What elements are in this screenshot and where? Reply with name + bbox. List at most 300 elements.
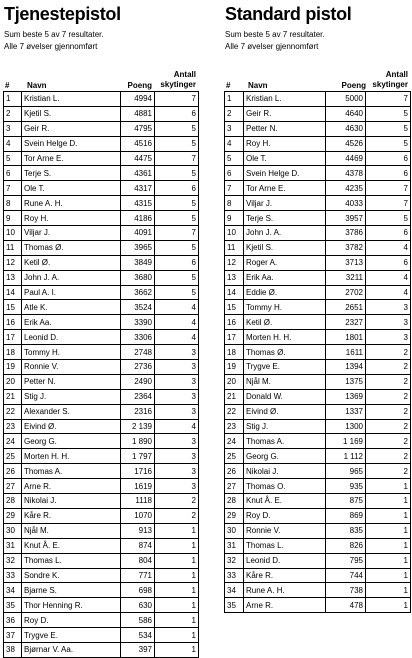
- table-row: [4, 270, 199, 285]
- table-row: [4, 211, 199, 226]
- points-cell: 4469: [326, 151, 366, 166]
- table-row: [4, 196, 199, 211]
- name-cell: Ketil Ø.: [244, 315, 326, 330]
- name-cell: Kristian L.: [22, 92, 121, 107]
- points-cell: 3957: [326, 211, 366, 226]
- count-cell: 7: [366, 92, 411, 107]
- name-cell: Atle K.: [22, 300, 121, 315]
- count-cell: 4: [366, 240, 411, 255]
- count-cell: 3: [155, 404, 199, 419]
- rank-cell: 15: [4, 300, 22, 315]
- count-cell: 6: [366, 255, 411, 270]
- points-cell: 534: [121, 628, 155, 643]
- points-cell: 1337: [326, 404, 366, 419]
- table-row: [4, 449, 199, 464]
- rank-cell: 31: [4, 538, 22, 553]
- count-cell: 6: [155, 181, 199, 196]
- table-row: [225, 92, 411, 107]
- name-cell: Ole T.: [244, 151, 326, 166]
- rank-cell: 34: [225, 583, 244, 598]
- points-cell: 913: [121, 523, 155, 538]
- results-table-body: [225, 92, 411, 613]
- name-cell: Ronnie V.: [244, 523, 326, 538]
- name-cell: Leonid D.: [244, 553, 326, 568]
- name-cell: Kjetil S.: [22, 106, 121, 121]
- table-row: [225, 330, 411, 345]
- name-cell: Nikolai J.: [244, 464, 326, 479]
- count-cell: 5: [366, 136, 411, 151]
- table-row: [225, 568, 411, 583]
- points-cell: 4475: [121, 151, 155, 166]
- rank-cell: 12: [225, 255, 244, 270]
- table-row: [225, 419, 411, 434]
- points-cell: 3849: [121, 255, 155, 270]
- rank-cell: 13: [4, 270, 22, 285]
- count-cell: 5: [155, 196, 199, 211]
- count-cell: 6: [366, 166, 411, 181]
- table-row: [4, 255, 199, 270]
- points-cell: 2 139: [121, 419, 155, 434]
- points-cell: 875: [326, 494, 366, 509]
- points-cell: 1801: [326, 330, 366, 345]
- points-cell: 2651: [326, 300, 366, 315]
- name-cell: Nikolai J.: [22, 494, 121, 509]
- table-row: [225, 106, 411, 121]
- points-cell: 4091: [121, 226, 155, 241]
- points-cell: 2490: [121, 374, 155, 389]
- count-cell: 1: [366, 494, 411, 509]
- points-cell: 1 890: [121, 434, 155, 449]
- name-cell: Erik Aa.: [22, 315, 121, 330]
- rank-cell: 7: [4, 181, 22, 196]
- count-cell: 7: [366, 181, 411, 196]
- table-row: [4, 330, 199, 345]
- count-cell: 1: [366, 523, 411, 538]
- rank-cell: 21: [4, 389, 22, 404]
- name-cell: Viljar J.: [22, 226, 121, 241]
- count-cell: 1: [155, 628, 199, 643]
- rank-cell: 29: [225, 508, 244, 523]
- rank-cell: 26: [4, 464, 22, 479]
- count-cell: 2: [366, 360, 411, 375]
- count-cell: 1: [155, 568, 199, 583]
- points-cell: 4630: [326, 121, 366, 136]
- count-cell: 3: [155, 479, 199, 494]
- header-name: Navn: [248, 81, 268, 90]
- header-count-line2: skytinger: [160, 80, 196, 89]
- count-cell: 1: [366, 538, 411, 553]
- rank-cell: 28: [4, 494, 22, 509]
- count-cell: 2: [366, 374, 411, 389]
- rank-cell: 35: [225, 598, 244, 613]
- table-row: [4, 226, 199, 241]
- points-cell: 874: [121, 538, 155, 553]
- service-pistol-panel: [3, 0, 198, 658]
- standard-pistol-panel: [224, 0, 410, 613]
- name-cell: Paul A. I.: [22, 285, 121, 300]
- name-cell: Petter N.: [22, 374, 121, 389]
- name-cell: Trygve E.: [22, 628, 121, 643]
- points-cell: 4186: [121, 211, 155, 226]
- rank-cell: 19: [225, 360, 244, 375]
- header-count: [160, 70, 196, 90]
- name-cell: Arne R.: [244, 598, 326, 613]
- table-row: [225, 583, 411, 598]
- rank-cell: 10: [225, 226, 244, 241]
- points-cell: 744: [326, 568, 366, 583]
- name-cell: Morten H. H.: [22, 449, 121, 464]
- points-cell: 1611: [326, 345, 366, 360]
- header-count: [372, 70, 408, 90]
- name-cell: Terje S.: [22, 166, 121, 181]
- points-cell: 4526: [326, 136, 366, 151]
- table-row: [4, 613, 199, 628]
- rank-cell: 34: [4, 583, 22, 598]
- results-table: [224, 91, 411, 613]
- table-row: [4, 583, 199, 598]
- count-cell: 7: [155, 151, 199, 166]
- count-cell: 5: [366, 211, 411, 226]
- count-cell: 1: [366, 583, 411, 598]
- rank-cell: 10: [4, 226, 22, 241]
- points-cell: 4378: [326, 166, 366, 181]
- table-row: [225, 553, 411, 568]
- count-cell: 3: [155, 360, 199, 375]
- rank-cell: 13: [225, 270, 244, 285]
- points-cell: 3786: [326, 226, 366, 241]
- count-cell: 1: [366, 568, 411, 583]
- points-cell: 3662: [121, 285, 155, 300]
- table-row: [4, 92, 199, 107]
- points-cell: 4795: [121, 121, 155, 136]
- name-cell: Rune A. H.: [22, 196, 121, 211]
- count-cell: 4: [366, 270, 411, 285]
- count-cell: 3: [155, 434, 199, 449]
- points-cell: 869: [326, 508, 366, 523]
- count-cell: 5: [366, 121, 411, 136]
- points-cell: 3390: [121, 315, 155, 330]
- rank-cell: 5: [4, 151, 22, 166]
- header-count-line1: Antall: [173, 70, 196, 79]
- table-row: [4, 240, 199, 255]
- rank-cell: 4: [225, 136, 244, 151]
- header-count-line1: Antall: [385, 70, 408, 79]
- points-cell: 3965: [121, 240, 155, 255]
- count-cell: 3: [155, 464, 199, 479]
- points-cell: 1619: [121, 479, 155, 494]
- name-cell: Stig J.: [244, 419, 326, 434]
- table-row: [4, 285, 199, 300]
- name-cell: Ole T.: [22, 181, 121, 196]
- name-cell: Tor Arne E.: [22, 151, 121, 166]
- rank-cell: 4: [4, 136, 22, 151]
- name-cell: Stig J.: [22, 389, 121, 404]
- rank-cell: 28: [225, 494, 244, 509]
- rank-cell: 15: [225, 300, 244, 315]
- rank-cell: 27: [225, 479, 244, 494]
- points-cell: 3211: [326, 270, 366, 285]
- name-cell: Svein Helge D.: [22, 136, 121, 151]
- rank-cell: 5: [225, 151, 244, 166]
- points-cell: 586: [121, 613, 155, 628]
- count-cell: 1: [155, 613, 199, 628]
- name-cell: Njål M.: [244, 374, 326, 389]
- rank-cell: 11: [225, 240, 244, 255]
- points-cell: 1118: [121, 494, 155, 509]
- name-cell: Terje S.: [244, 211, 326, 226]
- table-row: [225, 389, 411, 404]
- name-cell: Thor Henning R.: [22, 598, 121, 613]
- table-row: [225, 374, 411, 389]
- header-name: Navn: [27, 81, 47, 90]
- rank-cell: 27: [4, 479, 22, 494]
- name-cell: Thomas Ø.: [244, 345, 326, 360]
- rank-cell: 26: [225, 464, 244, 479]
- points-cell: 2327: [326, 315, 366, 330]
- table-row: [4, 136, 199, 151]
- name-cell: Bjarne S.: [22, 583, 121, 598]
- name-cell: Roy H.: [22, 211, 121, 226]
- name-cell: Thomas O.: [244, 479, 326, 494]
- count-cell: 3: [366, 315, 411, 330]
- rank-cell: 38: [4, 642, 22, 657]
- count-cell: 2: [155, 508, 199, 523]
- count-cell: 5: [155, 136, 199, 151]
- table-row: [225, 345, 411, 360]
- points-cell: 771: [121, 568, 155, 583]
- count-cell: 2: [366, 404, 411, 419]
- name-cell: Roy D.: [22, 613, 121, 628]
- name-cell: Thomas L.: [244, 538, 326, 553]
- points-cell: 3713: [326, 255, 366, 270]
- points-cell: 4361: [121, 166, 155, 181]
- rank-cell: 20: [225, 374, 244, 389]
- table-row: [4, 523, 199, 538]
- table-row: [225, 211, 411, 226]
- table-row: [4, 389, 199, 404]
- name-cell: Alexander S.: [22, 404, 121, 419]
- rank-cell: 2: [225, 106, 244, 121]
- table-row: [4, 151, 199, 166]
- count-cell: 1: [366, 553, 411, 568]
- count-cell: 2: [366, 449, 411, 464]
- table-row: [225, 226, 411, 241]
- name-cell: Kåre R.: [244, 568, 326, 583]
- name-cell: Sondre K.: [22, 568, 121, 583]
- points-cell: 1394: [326, 360, 366, 375]
- rank-cell: 25: [225, 449, 244, 464]
- points-cell: 4516: [121, 136, 155, 151]
- column-headers: [3, 60, 198, 91]
- rank-cell: 17: [225, 330, 244, 345]
- points-cell: 3524: [121, 300, 155, 315]
- name-cell: Thomas L.: [22, 553, 121, 568]
- name-cell: Roy H.: [244, 136, 326, 151]
- table-row: [225, 136, 411, 151]
- rank-cell: 16: [4, 315, 22, 330]
- rank-cell: 6: [4, 166, 22, 181]
- count-cell: 5: [155, 240, 199, 255]
- name-cell: Eddie Ø.: [244, 285, 326, 300]
- table-row: [225, 240, 411, 255]
- table-row: [225, 196, 411, 211]
- points-cell: 4881: [121, 106, 155, 121]
- points-cell: 1375: [326, 374, 366, 389]
- count-cell: 7: [155, 92, 199, 107]
- count-cell: 5: [155, 285, 199, 300]
- table-row: [4, 360, 199, 375]
- points-cell: 826: [326, 538, 366, 553]
- table-row: [4, 181, 199, 196]
- name-cell: Trygve E.: [244, 360, 326, 375]
- rank-cell: 18: [225, 345, 244, 360]
- rank-cell: 9: [4, 211, 22, 226]
- points-cell: 4640: [326, 106, 366, 121]
- count-cell: 5: [155, 121, 199, 136]
- points-cell: 4235: [326, 181, 366, 196]
- count-cell: 2: [155, 494, 199, 509]
- name-cell: Eivind Ø.: [22, 419, 121, 434]
- rank-cell: 33: [225, 568, 244, 583]
- table-row: [225, 464, 411, 479]
- table-row: [225, 538, 411, 553]
- subtitle-rule: Sum beste 5 av 7 resultater.: [4, 30, 104, 39]
- table-row: [4, 419, 199, 434]
- table-row: [225, 270, 411, 285]
- rank-cell: 8: [225, 196, 244, 211]
- points-cell: 3680: [121, 270, 155, 285]
- subtitle-requirement: Alle 7 øvelser gjennomført: [4, 42, 98, 51]
- points-cell: 1716: [121, 464, 155, 479]
- rank-cell: 21: [225, 389, 244, 404]
- points-cell: 1070: [121, 508, 155, 523]
- table-row: [225, 166, 411, 181]
- count-cell: 1: [155, 553, 199, 568]
- points-cell: 3306: [121, 330, 155, 345]
- header-number: #: [5, 81, 10, 90]
- name-cell: Thomas A.: [244, 434, 326, 449]
- name-cell: Geir R.: [22, 121, 121, 136]
- count-cell: 4: [155, 419, 199, 434]
- table-row: [225, 181, 411, 196]
- points-cell: 1 112: [326, 449, 366, 464]
- name-cell: Thomas A.: [22, 464, 121, 479]
- rank-cell: 24: [4, 434, 22, 449]
- count-cell: 1: [155, 538, 199, 553]
- name-cell: Eivind Ø.: [244, 404, 326, 419]
- points-cell: 804: [121, 553, 155, 568]
- count-cell: 1: [155, 523, 199, 538]
- rank-cell: 23: [4, 419, 22, 434]
- points-cell: 4994: [121, 92, 155, 107]
- table-row: [4, 315, 199, 330]
- count-cell: 3: [155, 345, 199, 360]
- table-row: [4, 538, 199, 553]
- count-cell: 3: [366, 300, 411, 315]
- table-row: [4, 374, 199, 389]
- name-cell: Svein Helge D.: [244, 166, 326, 181]
- name-cell: Georg G.: [244, 449, 326, 464]
- header-points: Poeng: [341, 81, 366, 90]
- table-row: [4, 121, 199, 136]
- rank-cell: 3: [225, 121, 244, 136]
- table-row: [225, 121, 411, 136]
- rank-cell: 6: [225, 166, 244, 181]
- points-cell: 1369: [326, 389, 366, 404]
- rank-cell: 3: [4, 121, 22, 136]
- rank-cell: 9: [225, 211, 244, 226]
- table-row: [225, 404, 411, 419]
- table-row: [4, 598, 199, 613]
- name-cell: Kjetil S.: [244, 240, 326, 255]
- name-cell: Thomas Ø.: [22, 240, 121, 255]
- count-cell: 4: [155, 330, 199, 345]
- table-row: [4, 464, 199, 479]
- count-cell: 1: [155, 583, 199, 598]
- results-table: [3, 91, 199, 658]
- name-cell: Knut Å. E.: [244, 494, 326, 509]
- table-row: [4, 494, 199, 509]
- count-cell: 4: [366, 285, 411, 300]
- name-cell: Georg G.: [22, 434, 121, 449]
- points-cell: 935: [326, 479, 366, 494]
- points-cell: 4317: [121, 181, 155, 196]
- count-cell: 1: [366, 479, 411, 494]
- header-count-line2: skytinger: [372, 80, 408, 89]
- rank-cell: 11: [4, 240, 22, 255]
- name-cell: Petter N.: [244, 121, 326, 136]
- count-cell: 3: [155, 449, 199, 464]
- count-cell: 5: [366, 106, 411, 121]
- points-cell: 698: [121, 583, 155, 598]
- name-cell: Ronnie V.: [22, 360, 121, 375]
- table-row: [4, 106, 199, 121]
- name-cell: John J. A.: [244, 226, 326, 241]
- count-cell: 4: [155, 300, 199, 315]
- count-cell: 6: [366, 151, 411, 166]
- rank-cell: 7: [225, 181, 244, 196]
- rank-cell: 36: [4, 613, 22, 628]
- count-cell: 1: [366, 508, 411, 523]
- points-cell: 835: [326, 523, 366, 538]
- count-cell: 2: [366, 464, 411, 479]
- rank-cell: 35: [4, 598, 22, 613]
- name-cell: Kåre R.: [22, 508, 121, 523]
- table-row: [4, 479, 199, 494]
- rank-cell: 22: [4, 404, 22, 419]
- name-cell: Donald W.: [244, 389, 326, 404]
- points-cell: 3782: [326, 240, 366, 255]
- table-row: [225, 285, 411, 300]
- table-row: [4, 166, 199, 181]
- rank-cell: 30: [225, 523, 244, 538]
- table-row: [4, 404, 199, 419]
- rank-cell: 12: [4, 255, 22, 270]
- points-cell: 2364: [121, 389, 155, 404]
- rank-cell: 37: [4, 628, 22, 643]
- table-row: [4, 628, 199, 643]
- name-cell: Knut Å. E.: [22, 538, 121, 553]
- rank-cell: 2: [4, 106, 22, 121]
- name-cell: Leonid D.: [22, 330, 121, 345]
- count-cell: 5: [155, 166, 199, 181]
- table-row: [4, 568, 199, 583]
- name-cell: Erik Aa.: [244, 270, 326, 285]
- name-cell: Roy D.: [244, 508, 326, 523]
- table-row: [225, 598, 411, 613]
- name-cell: Bjørnar V. Aa.: [22, 642, 121, 657]
- rank-cell: 17: [4, 330, 22, 345]
